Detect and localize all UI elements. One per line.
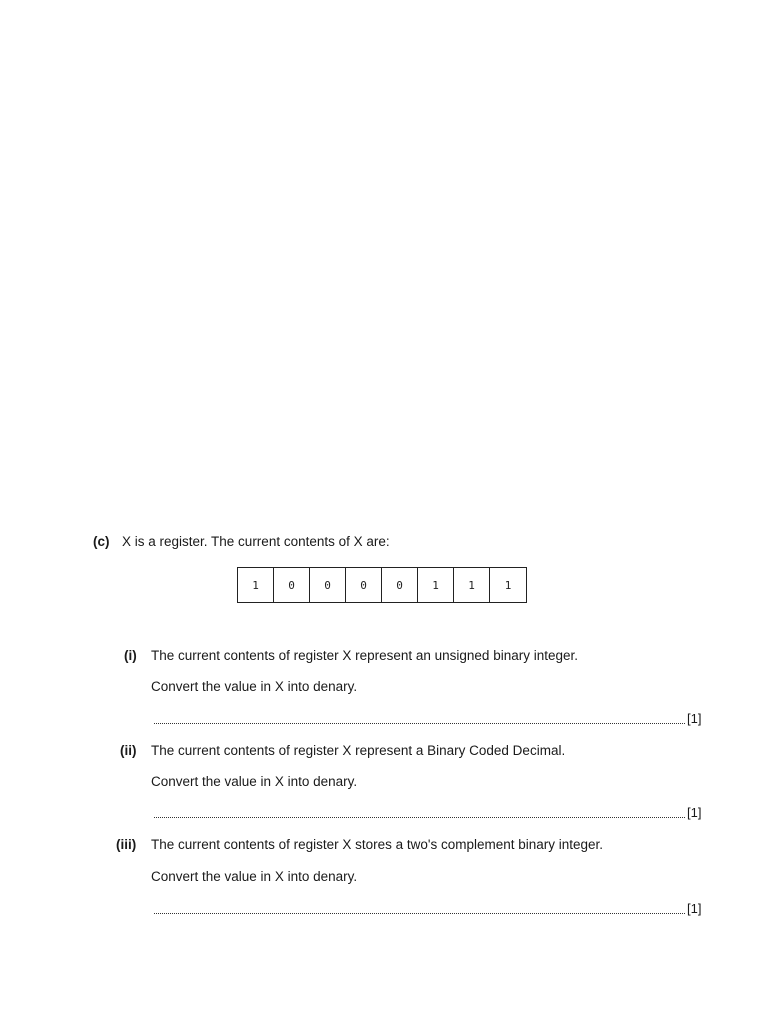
answer-line-i[interactable]	[154, 713, 685, 724]
question-i-statement: The current contents of register X represent an unsigned binary integer.	[151, 648, 578, 663]
register-bit: 0	[382, 568, 418, 602]
register-bit: 1	[504, 578, 512, 592]
marks-ii: [1]	[687, 805, 702, 820]
register-bit: 1	[238, 568, 274, 602]
question-iii-label: (iii)	[116, 837, 137, 852]
part-c-label: (c)	[93, 534, 110, 549]
register-bit: 0	[310, 568, 346, 602]
answer-line-iii[interactable]	[154, 903, 685, 914]
question-i-instruction: Convert the value in X into denary.	[151, 679, 358, 694]
question-ii-instruction: Convert the value in X into denary.	[151, 774, 358, 789]
register-bit: 0	[274, 568, 310, 602]
register-bit: 0	[346, 568, 382, 602]
marks-i: [1]	[687, 711, 702, 726]
register-x	[237, 567, 527, 603]
question-i-label: (i)	[124, 648, 137, 663]
question-ii-label: (ii)	[120, 743, 137, 758]
part-c-text: X is a register. The current contents of X are:	[122, 534, 390, 549]
question-iii-statement: The current contents of register X stores a two's complement binary integer.	[151, 837, 604, 852]
question-ii-statement: The current contents of register X represent a Binary Coded Decimal.	[151, 743, 566, 758]
question-iii-instruction: Convert the value in X into denary.	[151, 869, 358, 884]
answer-line-ii[interactable]	[154, 807, 685, 818]
register-bit: 1	[418, 568, 454, 602]
register-bit: 1	[454, 568, 490, 602]
marks-iii: [1]	[687, 901, 702, 916]
